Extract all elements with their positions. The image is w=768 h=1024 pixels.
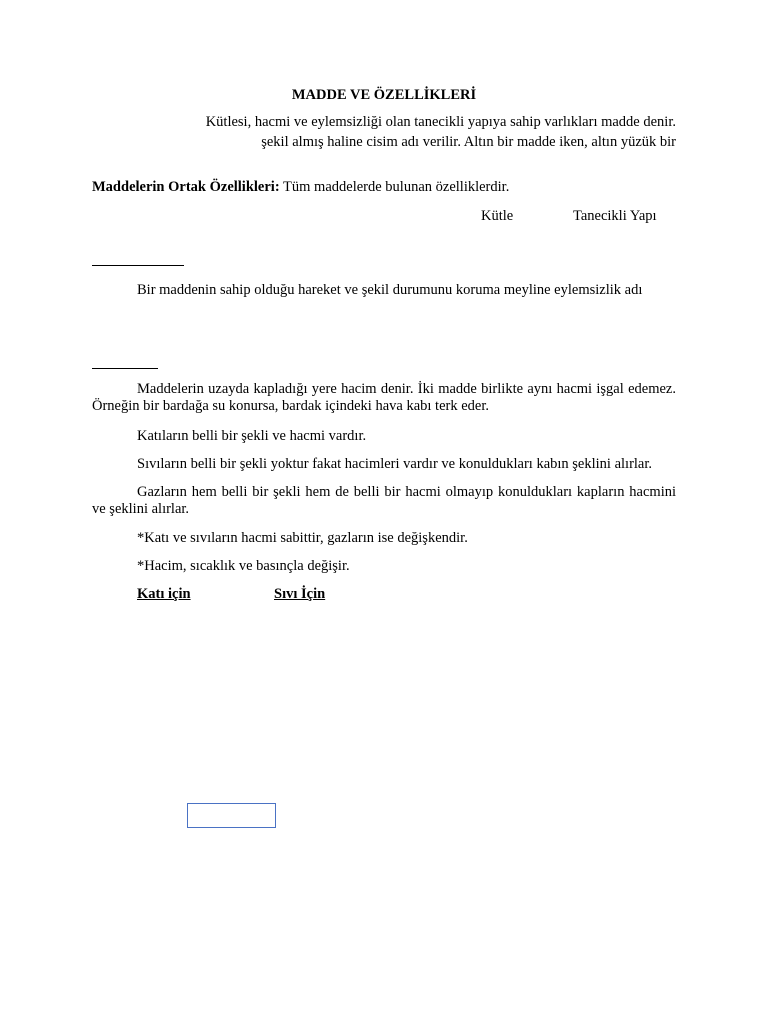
blank-line-inertia [92, 265, 184, 266]
volume-paragraph-4: Gazların hem belli bir şekli hem de belli bir hacmi olmayıp konuldukları kapların hacmini ve şeklini alırlar. [92, 484, 676, 517]
property-item-mass: Kütle [481, 208, 514, 224]
blank-line-volume [92, 368, 158, 369]
volume-note-2: *Hacim, sıcaklık ve basınçla değişir. [137, 558, 350, 574]
volume-paragraph-2: Katıların belli bir şekli ve hacmi vardır. [137, 428, 367, 444]
volume-paragraph-1: Maddelerin uzayda kapladığı yere hacim denir. İki madde birlikte aynı hacmi işgal edemez. Örneğin bir bardağa su konursa, bardak içindeki hava kabı terk eder. [92, 381, 676, 414]
property-item-particle-structure: Tanecikli Yapı [573, 208, 657, 224]
intro-line-2: şekil almış haline cisim adı verilir. Altın bir madde iken, altın yüzük bir [261, 134, 676, 150]
empty-text-box[interactable] [187, 803, 276, 828]
inertia-text: Bir maddenin sahip olduğu hareket ve şekil durumunu koruma meyline eylemsizlik adı [137, 282, 643, 298]
common-properties-paragraph [92, 178, 509, 196]
common-properties-heading: Maddelerin Ortak Özellikleri: [92, 179, 280, 195]
common-properties-text: Tüm maddelerde bulunan özelliklerdir. [279, 179, 510, 195]
intro-line-1: Kütlesi, hacmi ve eylemsizliği olan tanecikli yapıya sahip varlıkları madde denir. [205, 114, 676, 130]
volume-note-1: *Katı ve sıvıların hacmi sabittir, gazların ise değişkendir. [137, 530, 468, 546]
page-title: MADDE VE ÖZELLİKLERİ [291, 87, 477, 103]
solid-label: Katı için [137, 586, 191, 602]
volume-paragraph-3: Sıvıların belli bir şekli yoktur fakat hacimleri vardır ve konuldukları kabın şeklini alırlar. [137, 456, 653, 472]
liquid-label: Sıvı İçin [274, 586, 326, 602]
